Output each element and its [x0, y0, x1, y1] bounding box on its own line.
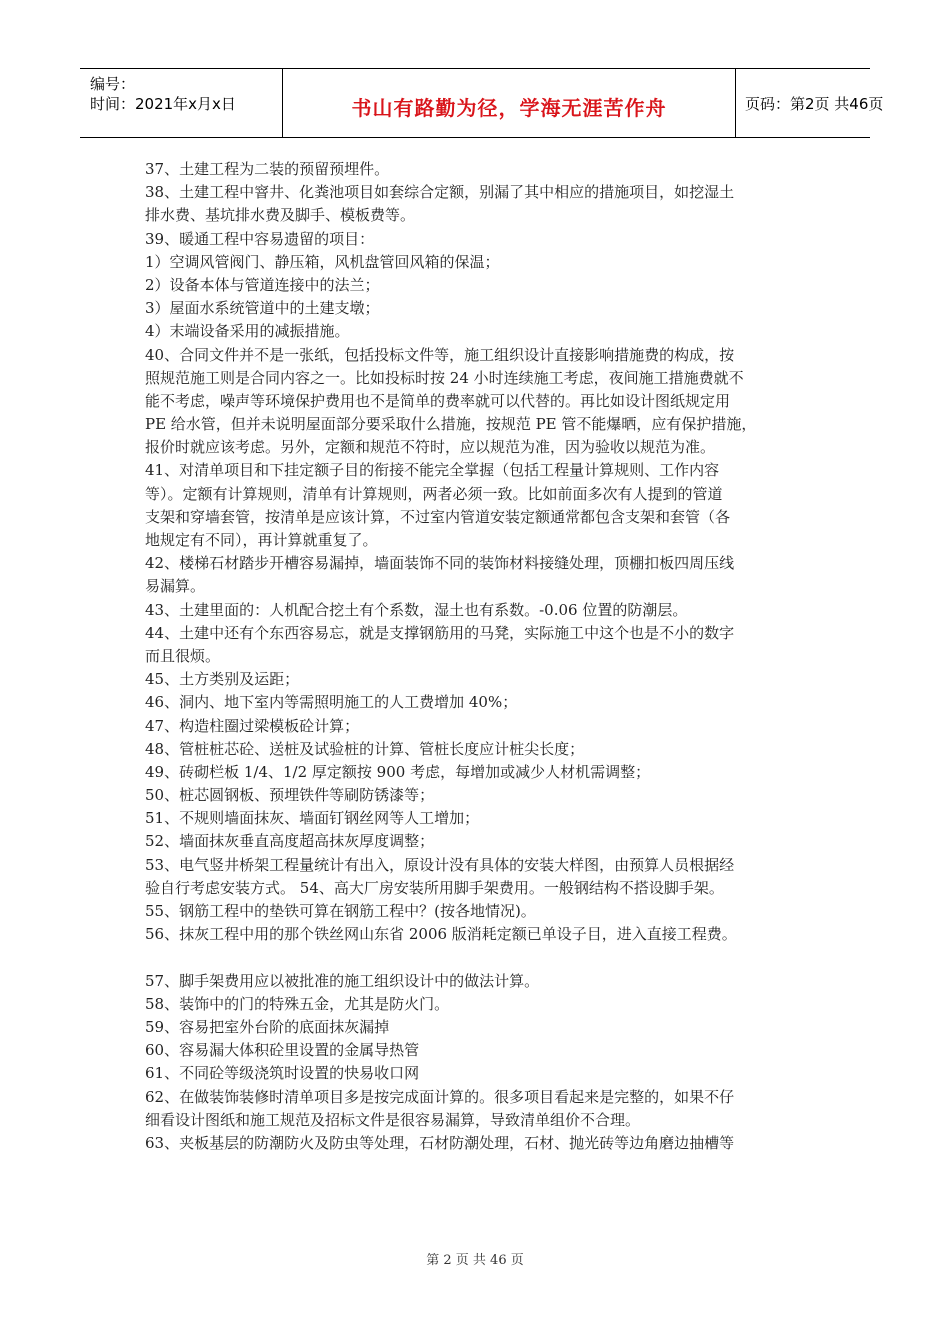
text-line: 57、脚手架费用应以被批准的施工组织设计中的做法计算。 [145, 971, 540, 990]
header-motto-cell [282, 69, 736, 137]
text-line: 等）。定额有计算规则，清单有计算规则，两者必须一致。比如前面多次有人提到的管道 [145, 484, 723, 503]
text-line: 43、土建里面的：人机配合挖土有个系数，湿土也有系数。-0.06 位置的防潮层。 [145, 600, 688, 619]
text-line: 52、墙面抹灰垂直高度超高抹灰厚度调整； [145, 832, 435, 851]
text-line: 2）设备本体与管道连接中的法兰； [145, 275, 380, 294]
text-line: 37、土建工程为二装的预留预埋件。 [145, 160, 390, 178]
text-line: 51、不规则墙面抹灰、墙面钉钢丝网等人工增加； [145, 809, 480, 828]
header-left-cell [80, 69, 282, 137]
text-line: 3）屋面水系统管道中的土建支墩； [145, 299, 380, 318]
text-line: 44、土建中还有个东西容易忘，就是支撑钢筋用的马凳，实际施工中这个也是不小的数字 [145, 623, 735, 642]
text-line: 62、在做装饰装修时清单项目多是按完成面计算的。很多项目看起来是完整的，如果不仔 [145, 1087, 735, 1106]
text-line: 42、楼梯石材踏步开槽容易漏掉，墙面装饰不同的装饰材料接缝处理，顶棚扣板四周压线 [145, 554, 735, 573]
text-line: 60、容易漏大体积砼里设置的金属导热管 [145, 1041, 420, 1060]
text-line: 能不考虑，噪声等环境保护费用也不是简单的费率就可以代替的。再比如设计图纸规定用 [145, 391, 731, 410]
date-label: 时间：2021年x月x日 [90, 95, 236, 113]
text-line: 56、抹灰工程中用的那个铁丝网山东省 2006 版消耗定额已单设子目，进入直接工程费。 [145, 925, 737, 944]
text-line: 61、不同砼等级浇筑时设置的快易收口网 [145, 1064, 420, 1083]
text-line: 41、对清单项目和下挂定额子目的衔接不能完全掌握（包括工程量计算规则、工作内容 [145, 461, 720, 480]
text-line: 63、夹板基层的防潮防火及防虫等处理，石材防潮处理，石材、抛光砖等边角磨边抽槽等 [145, 1133, 735, 1152]
text-line: 46、洞内、地下室内等需照明施工的人工费增加 40%； [145, 693, 518, 712]
document-body [145, 158, 817, 1155]
blank-line [145, 946, 817, 969]
text-line: 50、桩芯圆钢板、预埋铁件等刷防锈漆等； [145, 786, 435, 805]
text-line: 59、容易把室外台阶的底面抹灰漏掉 [145, 1017, 390, 1036]
text-line: 58、装饰中的门的特殊五金，尤其是防火门。 [145, 994, 450, 1013]
text-line: 1）空调风管阀门、静压箱，风机盘管回风箱的保温； [145, 252, 500, 271]
text-line: 48、管桩桩芯砼、送桩及试验桩的计算、管桩长度应计桩尖长度； [145, 739, 585, 758]
header-page-cell [735, 69, 884, 137]
text-line: 地规定有不同），再计算就重复了。 [145, 531, 378, 549]
text-line: 47、构造柱圈过梁模板砼计算； [145, 716, 360, 735]
page-header [80, 68, 884, 138]
text-line: 细看设计图纸和施工规范及招标文件是很容易漏算，导致清单组价不合理。 [145, 1110, 641, 1129]
text-line: 4）末端设备采用的减振措施。 [145, 322, 350, 341]
text-line: 53、电气竖井桥架工程量统计有出入，原设计没有具体的安装大样图，由预算人员根据经 [145, 855, 735, 874]
text-line: 55、钢筋工程中的垫铁可算在钢筋工程中？(按各地情况)。 [145, 902, 536, 920]
text-line: 38、土建工程中窨井、化粪池项目如套综合定额，别漏了其中相应的措施项目，如挖湿土 [145, 183, 735, 202]
text-line: 45、土方类别及运距； [145, 670, 300, 689]
page-footer: 第 2 页 共 46 页 [426, 1253, 524, 1268]
header-motto: 书山有路勤为径，学海无涯苦作舟 [351, 96, 667, 120]
text-line: 易漏算。 [145, 577, 206, 596]
text-line: 而且很烦。 [145, 646, 221, 665]
text-line: 报价时就应该考虑。另外，定额和规范不符时，应以规范为准，因为验收以规范为准。 [145, 438, 716, 457]
text-line: 39、暖通工程中容易遗留的项目： [145, 229, 375, 248]
text-line: 排水费、基坑排水费及脚手、模板费等。 [145, 206, 416, 225]
serial-number-label: 编号： [90, 75, 136, 93]
text-line: 支架和穿墙套管，按清单是应该计算，不过室内管道安装定额通常都包含支架和套管（各 [145, 507, 731, 526]
text-line: 验自行考虑安装方式。 54、高大厂房安装所用脚手架费用。一般钢结构不搭设脚手架。 [145, 878, 724, 897]
text-line: 40、合同文件并不是一张纸，包括投标文件等，施工组织设计直接影响措施费的构成，按 [145, 345, 735, 364]
text-line: PE 给水管，但并未说明屋面部分要采取什么措施，按规范 PE 管不能爆晒，应有保护措施， [145, 415, 757, 434]
header-page-info: 页码：第2页 共46页 [745, 95, 884, 113]
text-line: 49、砖砌栏板 1/4、1/2 厚定额按 900 考虑，每增加或减少人材机需调整； [145, 762, 651, 781]
text-line: 照规范施工则是合同内容之一。比如投标时按 24 小时连续施工考虑，夜间施工措施费就不 [145, 368, 744, 387]
